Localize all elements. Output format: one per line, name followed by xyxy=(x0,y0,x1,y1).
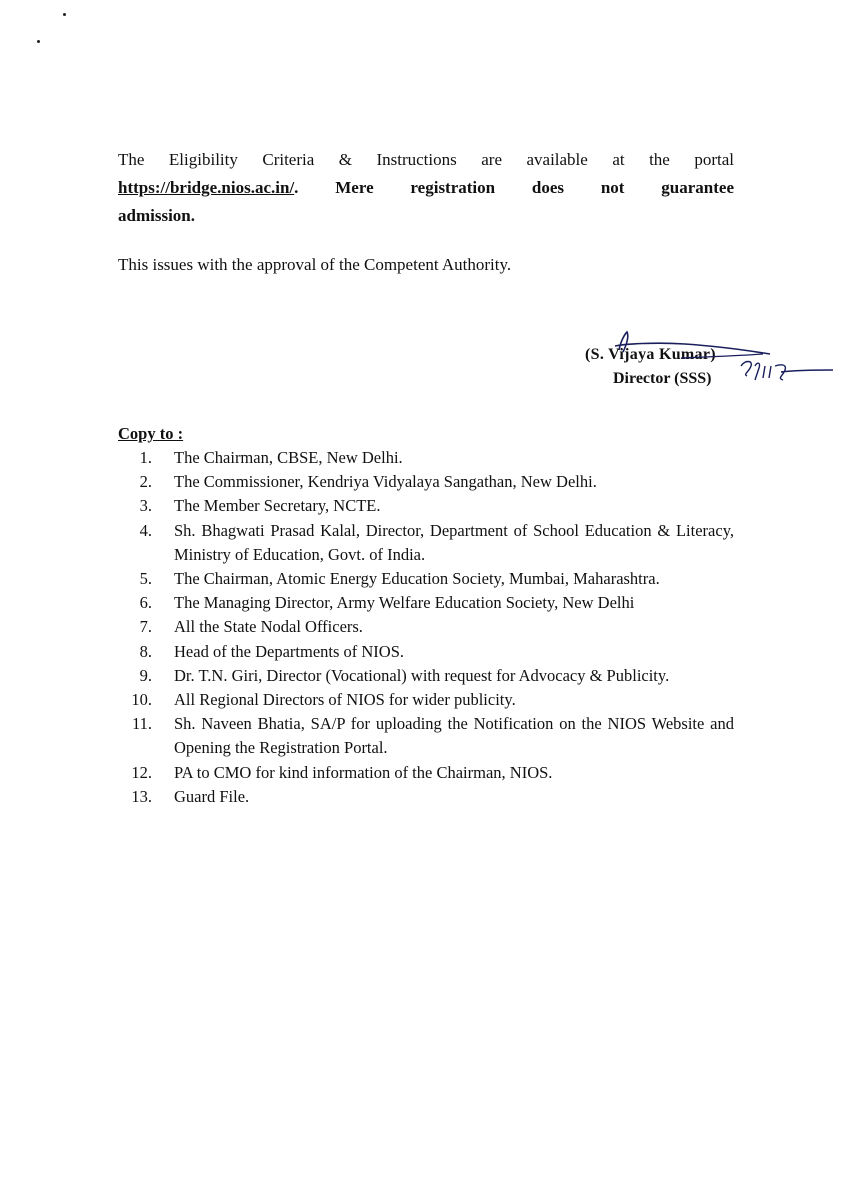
list-number: 13. xyxy=(131,786,152,806)
list-item xyxy=(118,761,734,785)
list-number: 3. xyxy=(139,496,152,516)
scan-speck xyxy=(63,13,66,16)
portal-line xyxy=(118,174,734,202)
registration-note: . Mere registration does not guarantee xyxy=(294,178,734,197)
list-number: 5. xyxy=(139,569,152,589)
list-text: The Managing Director, Army Welfare Education Society, New Delhi xyxy=(174,593,635,613)
eligibility-paragraph xyxy=(118,146,734,230)
list-item xyxy=(118,470,734,494)
copy-to-heading: Copy to : xyxy=(118,424,184,443)
list-item xyxy=(118,615,734,639)
approval-paragraph: This issues with the approval of the Competent Authority. xyxy=(118,255,512,274)
list-number: 6. xyxy=(139,593,152,613)
list-text: Dr. T.N. Giri, Director (Vocational) with request for Advocacy & Publicity. xyxy=(174,665,670,685)
list-text: The Member Secretary, NCTE. xyxy=(174,496,381,516)
signature-block xyxy=(585,330,835,400)
list-number: 9. xyxy=(139,665,152,685)
signatory-title: Director (SSS) xyxy=(613,370,712,387)
handwritten-signature xyxy=(585,330,835,400)
list-text: The Chairman, Atomic Energy Education Society, Mumbai, Maharashtra. xyxy=(174,569,660,589)
list-item xyxy=(118,446,734,470)
admission-line: admission. xyxy=(118,206,195,225)
list-item xyxy=(118,591,734,615)
list-number: 12. xyxy=(131,762,152,782)
copy-to-list xyxy=(118,446,734,809)
list-number: 7. xyxy=(139,617,152,637)
list-item xyxy=(118,494,734,518)
eligibility-line: The Eligibility Criteria & Instructions are available at the portal xyxy=(118,150,734,169)
list-text: The Chairman, CBSE, New Delhi. xyxy=(174,448,403,467)
list-item xyxy=(118,519,734,567)
list-text: The Commissioner, Kendriya Vidyalaya Sangathan, New Delhi. xyxy=(174,472,597,492)
list-item xyxy=(118,712,734,760)
list-item xyxy=(118,567,734,591)
list-text: Head of the Departments of NIOS. xyxy=(174,641,405,661)
list-number: 4. xyxy=(139,520,152,540)
list-text: Guard File. xyxy=(174,786,250,806)
list-text: All Regional Directors of NIOS for wider publicity. xyxy=(174,690,516,710)
list-text: All the State Nodal Officers. xyxy=(174,617,363,637)
list-text: PA to CMO for kind information of the Chairman, NIOS. xyxy=(174,762,553,782)
list-number: 1. xyxy=(139,448,152,467)
list-item xyxy=(118,640,734,664)
list-number: 10. xyxy=(131,690,152,710)
list-number: 8. xyxy=(139,641,152,661)
list-text: Sh. Bhagwati Prasad Kalal, Director, Department of School Education & Literacy, Ministry of Education, Govt. of India. xyxy=(174,520,734,564)
list-number: 2. xyxy=(139,472,152,492)
list-item xyxy=(118,785,734,809)
list-number: 11. xyxy=(131,714,152,734)
portal-link[interactable]: https://bridge.nios.ac.in/ xyxy=(118,178,295,197)
scan-speck xyxy=(37,40,40,43)
list-item xyxy=(118,688,734,712)
list-text: Sh. Naveen Bhatia, SA/P for uploading the Notification on the NIOS Website and Opening the Registration Portal. xyxy=(174,714,734,758)
signatory-name: (S. Vijaya Kumar) xyxy=(585,346,716,363)
list-item xyxy=(118,664,734,688)
